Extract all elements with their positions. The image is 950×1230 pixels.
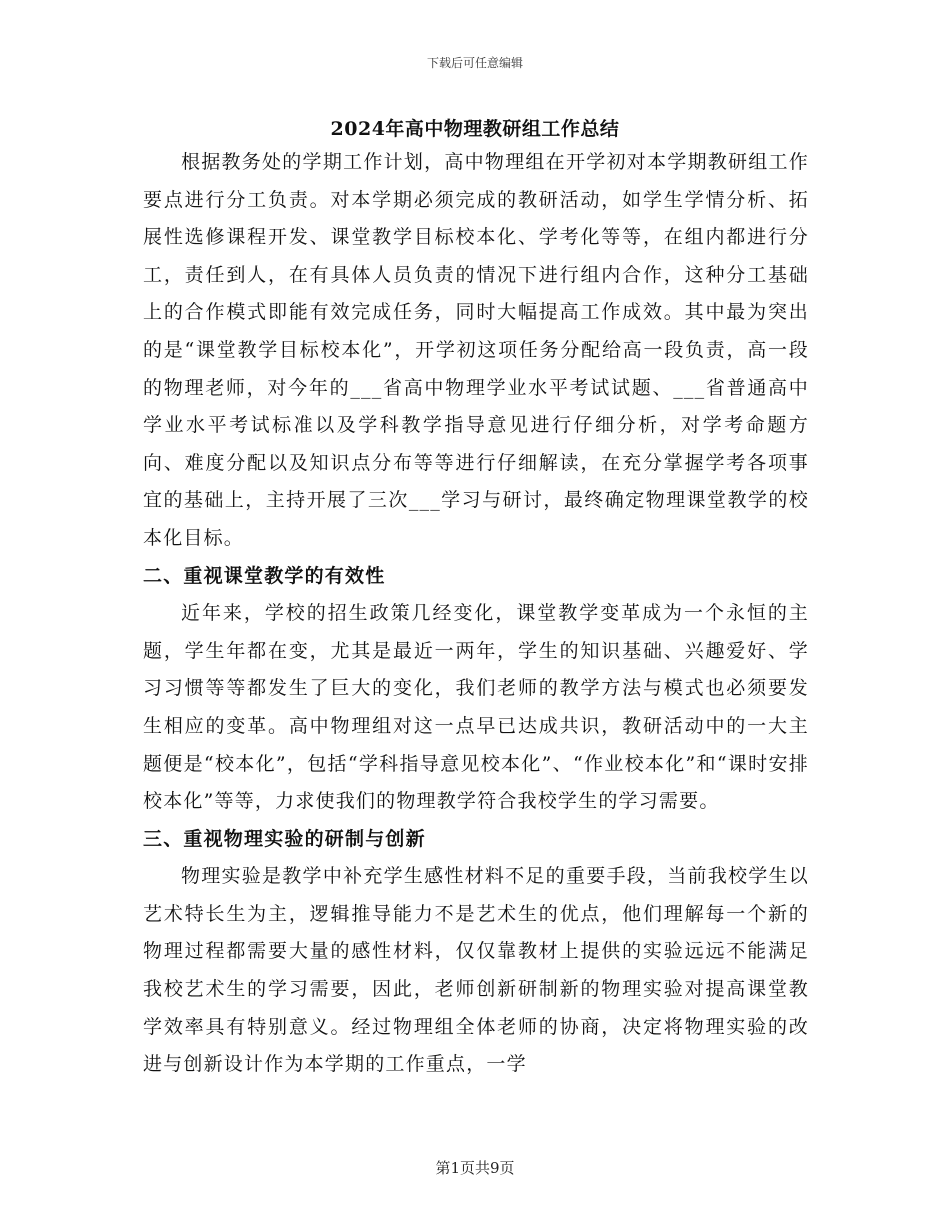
document-body	[143, 144, 809, 1084]
paragraph-1: 根据教务处的学期工作计划，高中物理组在开学初对本学期教研组工作要点进行分工负责。对本学期必须完成的教研活动，如学生学情分析、拓展性选修课程开发、课堂教学目标校本化、学考化等等，在组内都进行分工，责任到人，在有具体人员负责的情况下进行组内合作，这种分工基础上的合作模式即能有效完成任务，同时大幅提高工作成效。其中最为突出的是“课堂教学目标校本化”，开学初这项任务分配给高一段负责，高一段的物理老师，对今年的___省高中物理学业水平考试试题、___省普通高中学业水平考试标准以及学科教学指导意见进行仔细分析，对学考命题方向、难度分配以及知识点分布等等进行仔细解读，在充分掌握学考各项事宜的基础上，主持开展了三次___学习与研讨，最终确定物理课堂教学的校本化目标。	[143, 151, 809, 549]
header-note: 下载后可任意编辑	[426, 56, 523, 70]
document-title: 2024年高中物理教研组工作总结	[330, 118, 620, 140]
section-heading-2: 二、重视课堂教学的有效性	[143, 564, 386, 587]
paragraph-3: 物理实验是教学中补充学生感性材料不足的重要手段，当前我校学生以艺术特长生为主，逻辑推导能力不是艺术生的优点，他们理解每一个新的物理过程都需要大量的感性材料，仅仅靠教材上提供的实验远远不能满足我校艺术生的学习需要，因此，老师创新研制新的物理实验对提高课堂教学效率具有特别意义。经过物理组全体老师的协商，决定将物理实验的改进与创新设计作为本学期的工作重点，一学	[143, 865, 809, 1076]
section-heading-3: 三、重视物理实验的研制与创新	[143, 827, 426, 850]
paragraph-2: 近年来，学校的招生政策几经变化，课堂教学变革成为一个永恒的主题，学生年都在变，尤其是最近一两年，学生的知识基础、兴趣爱好、学习习惯等等都发生了巨大的变化，我们老师的教学方法与模式也必须要发生相应的变革。高中物理组对这一点早已达成共识，教研活动中的一大主题便是“校本化”，包括“学科指导意见校本化”、“作业校本化”和“课时安排校本化”等等，力求使我们的物理教学符合我校学生的学习需要。	[143, 602, 809, 813]
page-indicator: 第1页共9页	[435, 1159, 515, 1177]
